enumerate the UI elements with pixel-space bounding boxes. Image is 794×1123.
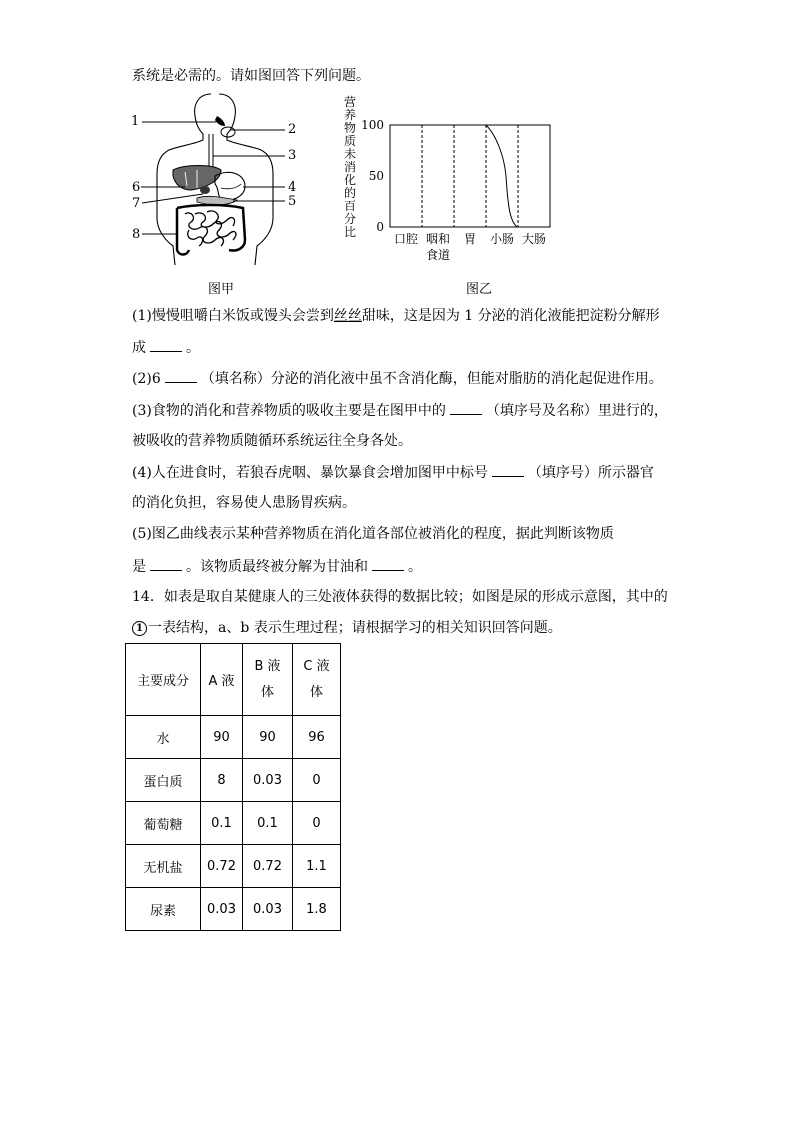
fig-a-label-4: 4	[288, 180, 297, 195]
table-header-cell: C 液 体	[293, 644, 341, 716]
y-axis-label-char: 消	[343, 160, 357, 174]
table-header-cell: 主要成分	[126, 644, 201, 716]
y-axis-label-char: 的	[343, 186, 357, 200]
question-4-line-2: 的消化负担，容易使人患肠胃疾病。	[132, 495, 356, 511]
y-axis-label-char: 百	[343, 199, 357, 213]
y-tick-label: 50	[368, 169, 384, 183]
table-cell: 尿素	[126, 888, 201, 931]
fig-a-label-6: 6	[132, 180, 141, 195]
fig-a-caption: 图甲	[208, 282, 235, 297]
nutrient-curve	[486, 125, 517, 227]
circled-number: 1	[132, 621, 147, 636]
question-5-line-1: (5)图乙曲线表示某种营养物质在消化道各部位被消化的程度，据此判断该物质	[132, 526, 614, 542]
y-axis-label-char: 化	[343, 173, 357, 187]
table-cell: 0.72	[243, 845, 293, 888]
region-label: 咽和	[425, 232, 451, 246]
y-axis-label-char: 未	[343, 147, 357, 161]
table-cell: 1.1	[293, 845, 341, 888]
answer-blank-3[interactable]	[450, 400, 482, 415]
question-5-line-2: 是 。该物质最终被分解为甘油和 。	[132, 556, 422, 577]
answer-blank-5[interactable]	[150, 556, 182, 571]
answer-blank-1[interactable]	[150, 337, 182, 352]
table-cell: 0.03	[243, 888, 293, 931]
region-label: 口腔	[393, 232, 419, 246]
table-cell: 90	[201, 716, 243, 759]
fig-a-label-8: 8	[132, 227, 141, 242]
answer-blank-2[interactable]	[165, 368, 197, 383]
fig-b-caption: 图乙	[466, 282, 493, 297]
question-1-line-2: 成 。	[132, 337, 200, 358]
table-row	[126, 845, 341, 888]
table-cell: 0.1	[243, 802, 293, 845]
table-cell: 8	[201, 759, 243, 802]
plot-frame	[390, 125, 550, 227]
y-axis-label-char: 分	[343, 212, 357, 226]
fig-a-label-1: 1	[131, 114, 140, 129]
question-3-line-2: 被吸收的营养物质随循环系统运往全身各处。	[132, 433, 412, 449]
table-row	[126, 759, 341, 802]
region-label: 食道	[425, 248, 451, 262]
table-row	[126, 888, 341, 931]
question-2-line: (2)6 （填名称）分泌的消化液中虽不含消化酶，但能对脂肪的消化起促进作用。	[132, 368, 663, 389]
y-axis-label-char: 物	[343, 121, 357, 135]
table-cell: 1.8	[293, 888, 341, 931]
y-axis-label-char: 养	[343, 108, 357, 122]
answer-blank-6[interactable]	[372, 556, 404, 571]
y-axis-label-char: 比	[343, 225, 357, 239]
table-cell: 0.1	[201, 802, 243, 845]
region-label: 大肠	[521, 232, 547, 246]
y-axis-label-char: 营	[343, 95, 357, 109]
table-header-cell: A 液	[201, 644, 243, 716]
table-cell: 96	[293, 716, 341, 759]
question-14-line-1: 14．如表是取自某健康人的三处液体获得的数据比较；如图是尿的形成示意图，其中的	[132, 589, 668, 605]
y-tick-label: 100	[361, 118, 384, 132]
question-14-line-2: 1 一表结构，a、b 表示生理过程；请根据学习的相关知识回答问题。	[132, 618, 562, 638]
region-label: 小肠	[489, 232, 515, 246]
fig-a-label-5: 5	[288, 194, 297, 209]
table-cell: 蛋白质	[126, 759, 201, 802]
intro-line: 系统是必需的。请如图回答下列问题。	[132, 68, 370, 84]
table-row	[126, 716, 341, 759]
fig-a-label-7: 7	[132, 196, 141, 211]
table-cell: 0	[293, 802, 341, 845]
question-4-line-1: (4)人在进食时，若狼吞虎咽、暴饮暴食会增加图甲中标号 （填序号）所示器官	[132, 462, 654, 483]
answer-blank-4[interactable]	[492, 462, 524, 477]
table-cell: 90	[243, 716, 293, 759]
table-header-row	[126, 644, 341, 716]
fig-a-label-3: 3	[288, 148, 297, 163]
fig-a-label-2: 2	[288, 122, 297, 137]
table-cell: 葡萄糖	[126, 802, 201, 845]
table-cell: 无机盐	[126, 845, 201, 888]
fluid-comparison-table	[125, 643, 341, 931]
table-cell: 0.03	[201, 888, 243, 931]
table-header-cell: B 液 体	[243, 644, 293, 716]
table-cell: 水	[126, 716, 201, 759]
digestion-chart	[330, 90, 560, 275]
y-axis-label-char: 质	[343, 134, 357, 148]
table-row	[126, 802, 341, 845]
table-cell: 0.72	[201, 845, 243, 888]
table-cell: 0	[293, 759, 341, 802]
digestive-system-diagram	[125, 90, 285, 265]
question-1-line-1: (1)慢慢咀嚼白米饭或馒头会尝到丝丝甜味，这是因为 1 分泌的消化液能把淀粉分解形	[132, 308, 660, 324]
y-tick-label: 0	[376, 220, 384, 234]
table-cell: 0.03	[243, 759, 293, 802]
question-3-line-1: (3)食物的消化和营养物质的吸收主要是在图甲中的 （填序号及名称）里进行的，	[132, 400, 668, 421]
region-label: 胃	[463, 232, 477, 246]
